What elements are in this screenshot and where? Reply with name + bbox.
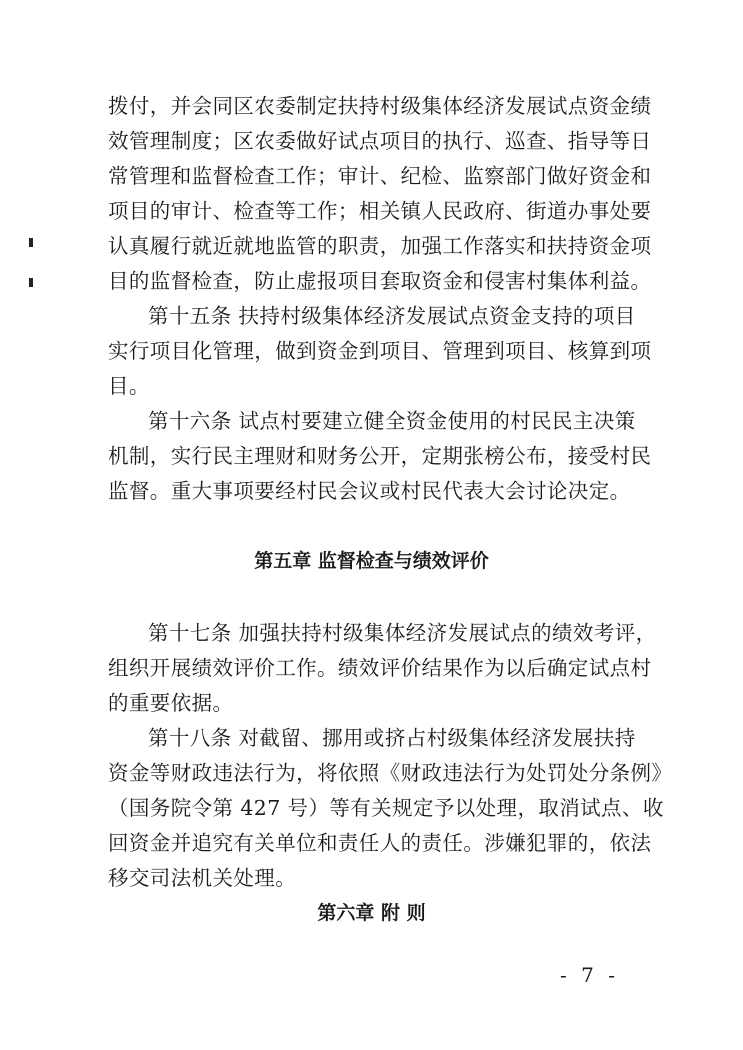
article-15-line: 第十五条 扶持村级集体经济发展试点资金支持的项目 bbox=[148, 304, 636, 328]
article-15-line: 实行项目化管理，做到资金到项目、管理到项目、核算到项 bbox=[108, 339, 652, 363]
body-line: 项目的审计、检查等工作；相关镇人民政府、街道办事处要 bbox=[108, 199, 652, 223]
article-17-line: 组织开展绩效评价工作。绩效评价结果作为以后确定试点村 bbox=[108, 656, 652, 680]
chapter-5-heading: 第五章 监督检查与绩效评价 bbox=[254, 550, 489, 572]
article-16-line: 第十六条 试点村要建立健全资金使用的村民民主决策 bbox=[148, 409, 636, 433]
article-17-line: 第十七条 加强扶持村级集体经济发展试点的绩效考评， bbox=[148, 621, 657, 645]
article-18-line: 资金等财政违法行为，将依照《财政违法行为处罚处分条例》 bbox=[108, 761, 673, 785]
scan-mark bbox=[29, 278, 33, 287]
scan-mark bbox=[29, 238, 33, 247]
body-line: 效管理制度；区农委做好试点项目的执行、巡查、指导等日 bbox=[108, 129, 652, 153]
body-line: 认真履行就近就地监管的职责，加强工作落实和扶持资金项 bbox=[108, 234, 652, 258]
article-16-line: 监督。重大事项要经村民会议或村民代表大会讨论决定。 bbox=[108, 479, 631, 503]
article-18-line: 第十八条 对截留、挪用或挤占村级集体经济发展扶持 bbox=[148, 726, 636, 750]
chapter-6-heading: 第六章 附 则 bbox=[317, 902, 426, 924]
article-15-line: 目。 bbox=[108, 374, 150, 398]
article-18-line: （国务院令第 427 号）等有关规定予以处理，取消试点、收 bbox=[108, 796, 664, 820]
body-line: 目的监督检查，防止虚报项目套取资金和侵害村集体利益。 bbox=[108, 269, 652, 293]
article-18-line: 移交司法机关处理。 bbox=[108, 866, 297, 890]
article-17-line: 的重要依据。 bbox=[108, 691, 234, 715]
page-number: - 7 - bbox=[560, 963, 619, 987]
body-line: 拨付，并会同区农委制定扶持村级集体经济发展试点资金绩 bbox=[108, 94, 652, 118]
article-16-line: 机制，实行民主理财和财务公开，定期张榜公布，接受村民 bbox=[108, 444, 652, 468]
body-line: 常管理和监督检查工作；审计、纪检、监察部门做好资金和 bbox=[108, 164, 652, 188]
article-18-line: 回资金并追究有关单位和责任人的责任。涉嫌犯罪的，依法 bbox=[108, 831, 652, 855]
